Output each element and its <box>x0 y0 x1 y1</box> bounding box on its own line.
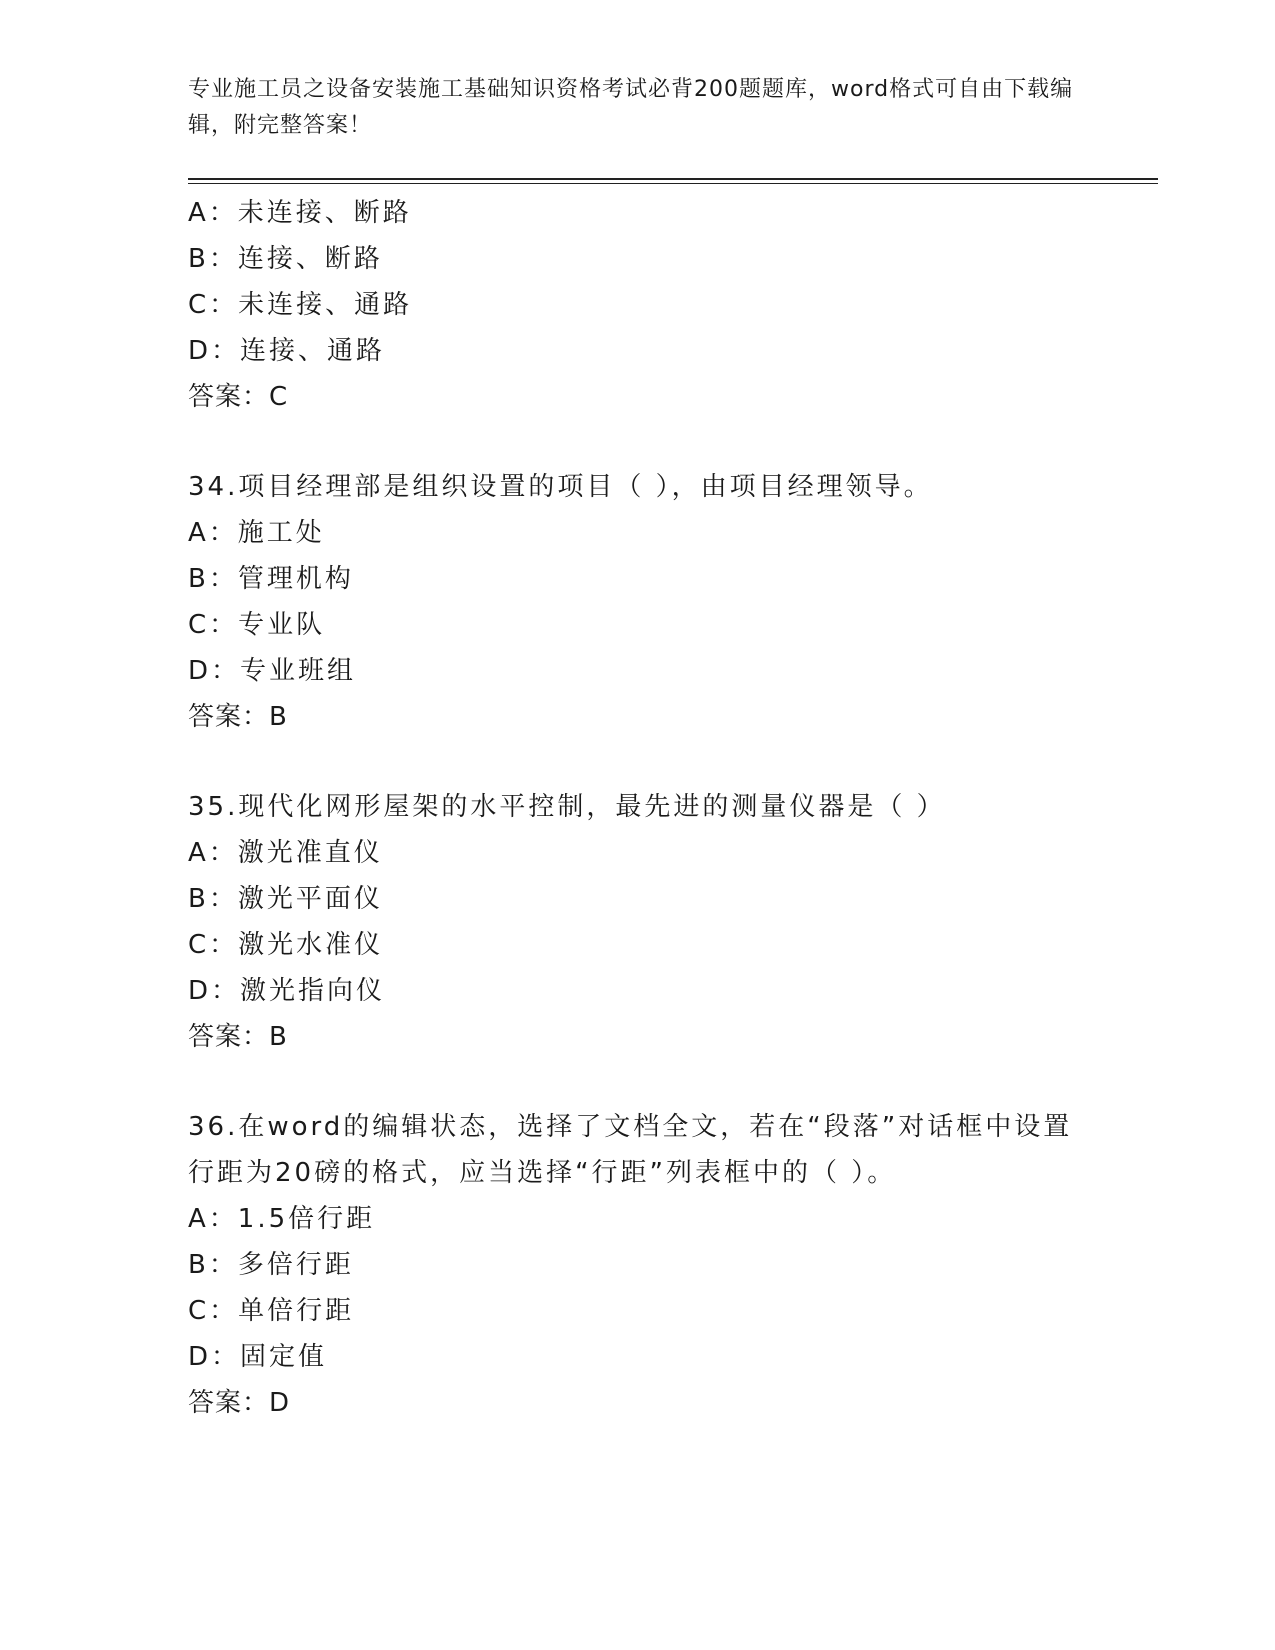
answer: 答案：C <box>188 382 289 412</box>
option-b: B：连接、断路 <box>188 244 383 274</box>
option-c: C：未连接、通路 <box>188 290 413 320</box>
question-stem: 36.在word的编辑状态，选择了文档全文，若在“段落”对话框中设置行距为20磅的格式，应当选择“行距”列表框中的（ ）。 <box>188 1112 1073 1188</box>
option-a: A：1.5倍行距 <box>188 1204 376 1234</box>
answer: 答案：B <box>188 1022 288 1052</box>
option-c: C：激光水准仪 <box>188 930 384 960</box>
option-d: D：固定值 <box>188 1342 328 1372</box>
question-35 <box>188 784 1088 1060</box>
option-a: A：施工处 <box>188 518 325 548</box>
document-header: 专业施工员之设备安装施工基础知识资格考试必背200题题库，word格式可自由下载编辑，附完整答案！ <box>188 77 1074 138</box>
option-d: D：连接、通路 <box>188 336 386 366</box>
option-a: A：未连接、断路 <box>188 198 412 228</box>
option-d: D：激光指向仪 <box>188 976 386 1006</box>
question-stem: 34.项目经理部是组织设置的项目（ ），由项目经理领导。 <box>188 472 933 502</box>
option-c: C：单倍行距 <box>188 1296 355 1326</box>
header-divider-thin <box>188 183 1158 184</box>
option-b: B：激光平面仪 <box>188 884 383 914</box>
option-c: C：专业队 <box>188 610 326 640</box>
option-a: A：激光准直仪 <box>188 838 383 868</box>
option-b: B：多倍行距 <box>188 1250 354 1280</box>
question-stem: 35.现代化网形屋架的水平控制，最先进的测量仪器是（ ） <box>188 792 946 822</box>
question-list <box>188 190 1088 1470</box>
question-33-tail <box>188 190 1088 420</box>
answer: 答案：D <box>188 1388 291 1418</box>
header-divider <box>188 178 1158 180</box>
option-b: B：管理机构 <box>188 564 354 594</box>
option-d: D：专业班组 <box>188 656 357 686</box>
question-36 <box>188 1104 1088 1426</box>
question-34 <box>188 464 1088 740</box>
answer: 答案：B <box>188 702 288 732</box>
